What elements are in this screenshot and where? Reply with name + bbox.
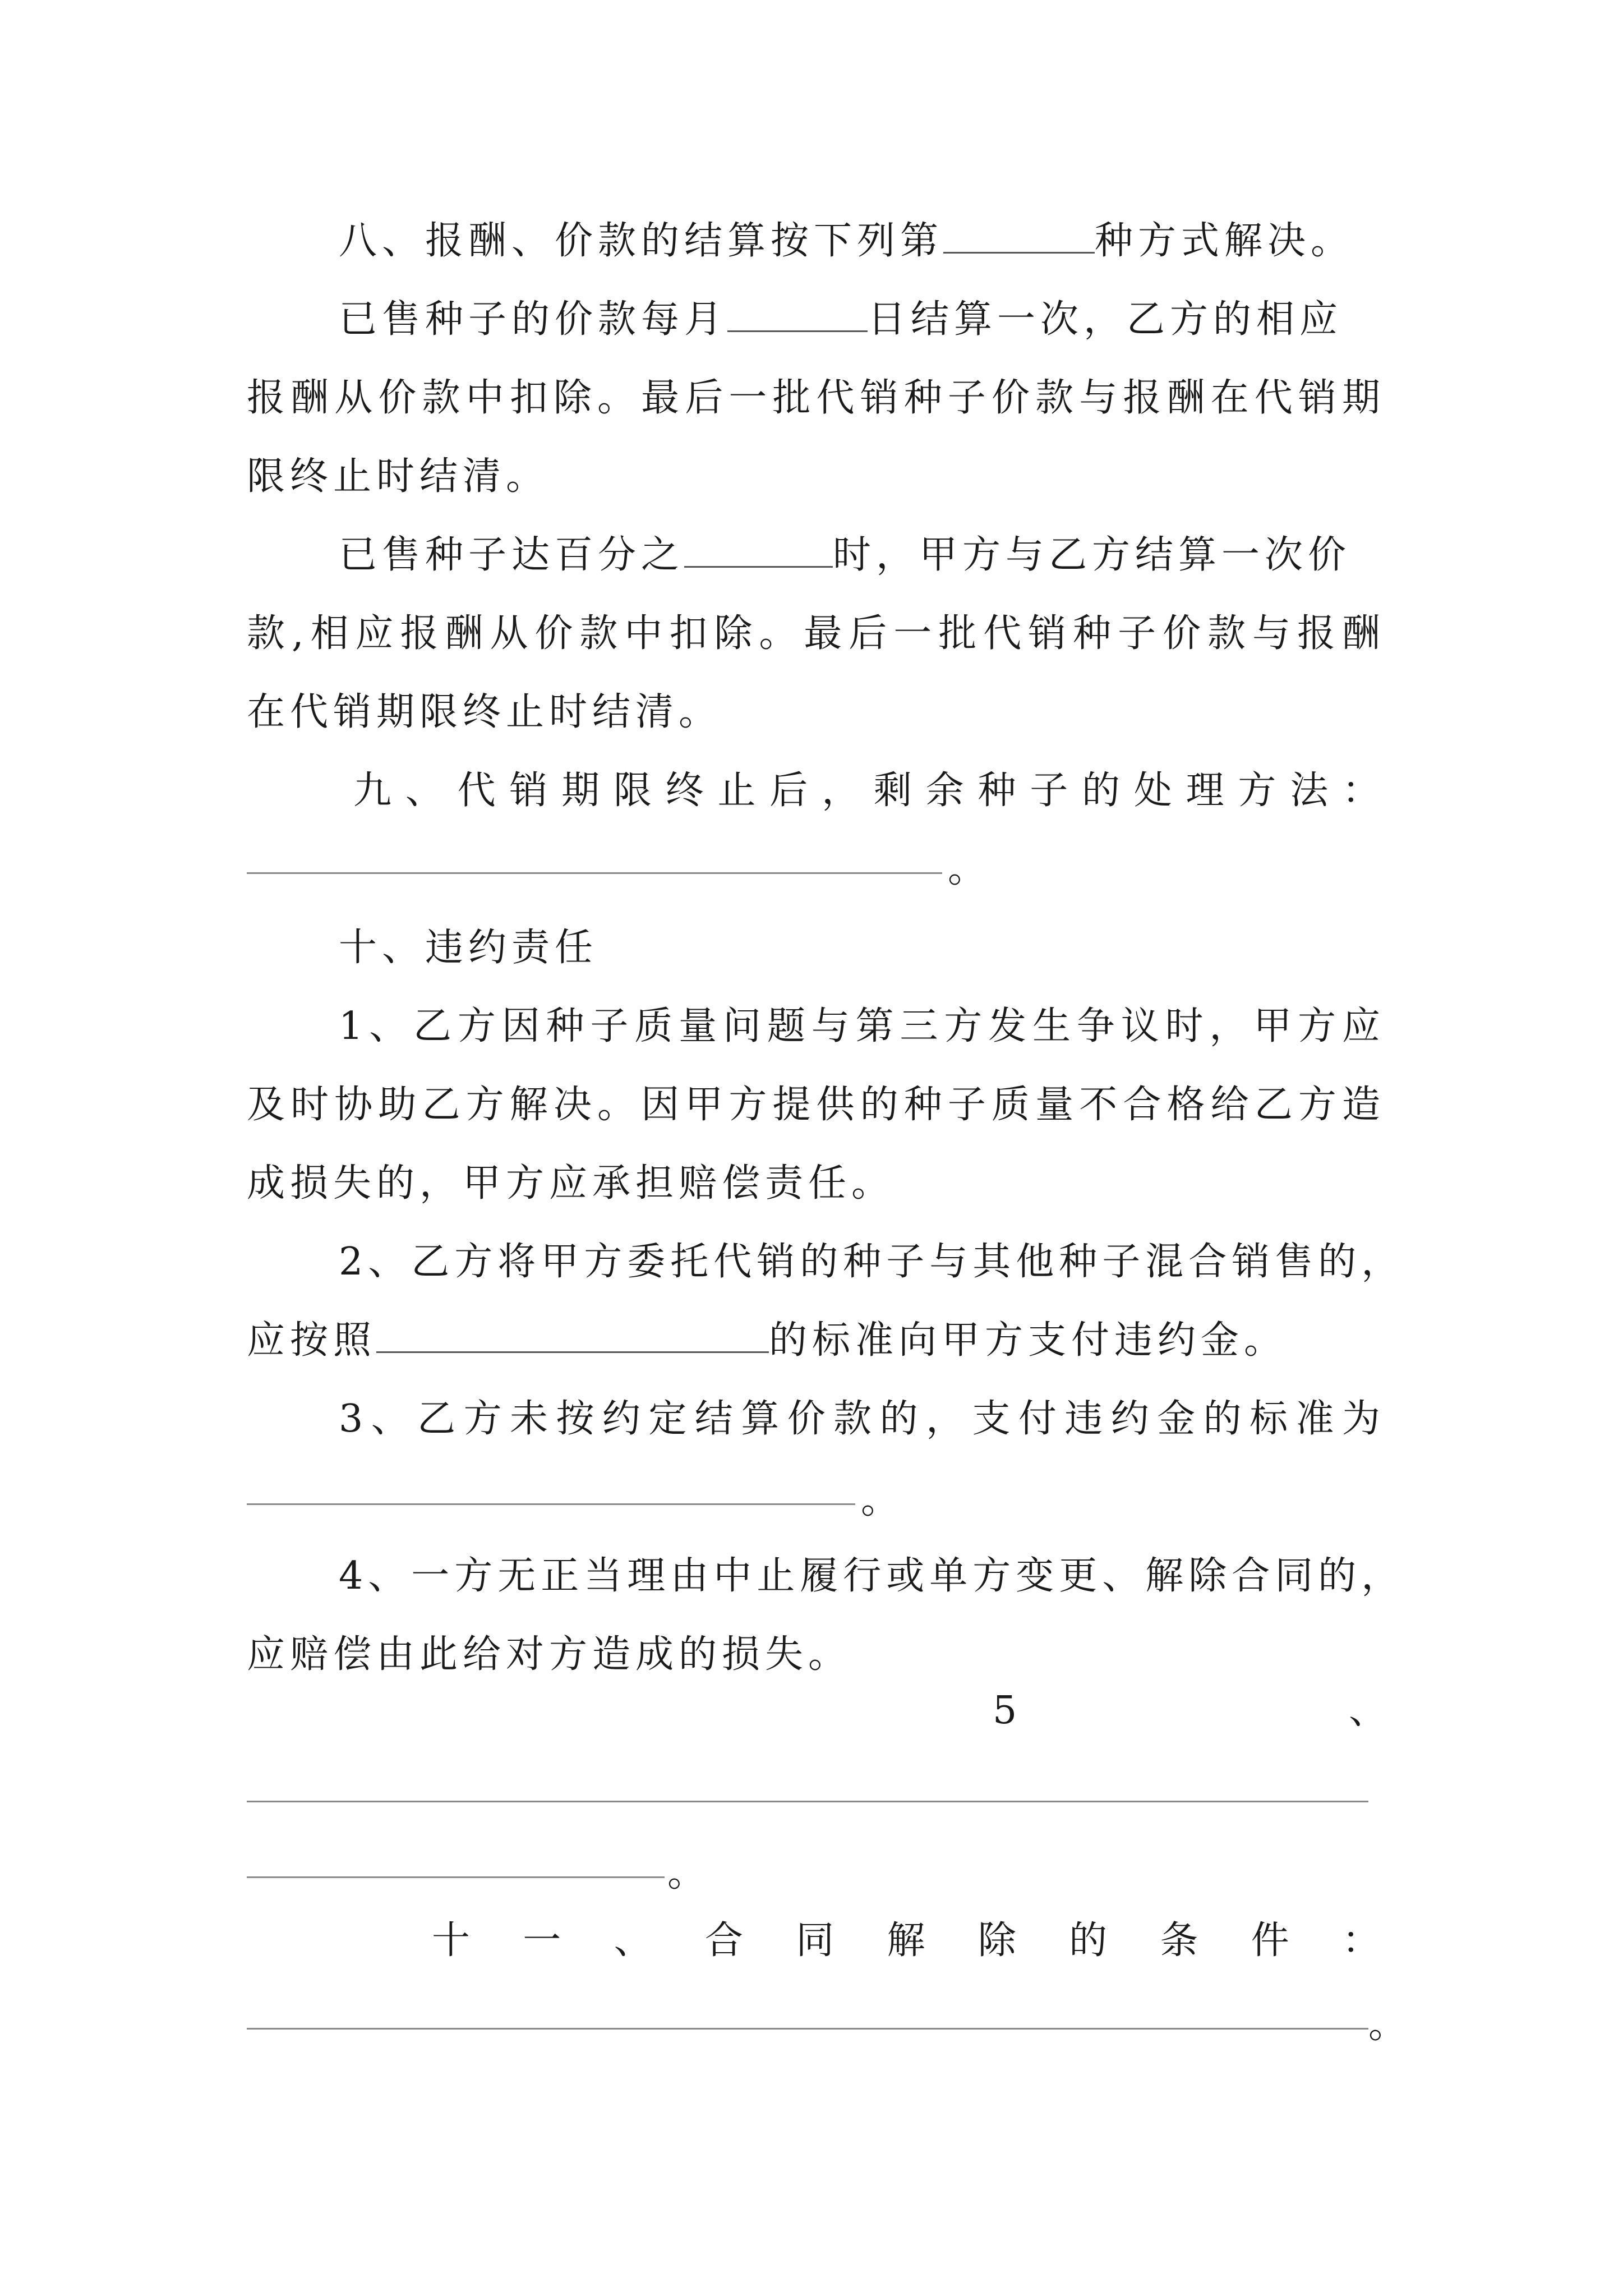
item-2-text-b: 的标准向甲方支付违约金。	[769, 1318, 1288, 1363]
section-8-heading-text: 八、报酬、价款的结算按下列第	[339, 219, 944, 263]
option-2-line-3: 在代销期限终止时结清。	[247, 690, 722, 734]
item-4-line-1: 4、一方无正当理由中止履行或单方变更、解除合同的，	[339, 1554, 1405, 1598]
section-9-heading: 九、代销期限终止后，剩余种子的处理方法：	[353, 769, 1385, 813]
item-5-separator: 、	[1349, 1688, 1387, 1733]
item-2-text-a: 应按照	[247, 1318, 377, 1363]
section-11-end: 。	[1368, 2003, 1407, 2047]
item-5-end: 。	[667, 1851, 706, 1895]
blank-termination-conditions[interactable]	[247, 2028, 1368, 2030]
blank-method-number[interactable]	[943, 217, 1095, 254]
blank-item-5-line-1[interactable]	[247, 1801, 1368, 1802]
section-8-heading	[339, 213, 1385, 269]
option-1-line-2: 报酬从价款中扣除。最后一批代销种子价款与报酬在代销期	[247, 376, 1385, 420]
section-10-heading: 十、违约责任	[339, 926, 598, 970]
section-8-heading-tail: 种方式解决。	[1095, 219, 1354, 263]
option-2-text-a: 已售种子达百分之	[339, 533, 685, 577]
item-3-line-1: 3、乙方未按约定结算价款的，支付违约金的标准为	[339, 1397, 1385, 1441]
item-2-line-1: 2、乙方将甲方委托代销的种子与其他种子混合销售的，	[339, 1240, 1405, 1284]
option-2-line-2: 款,相应报酬从价款中扣除。最后一批代销种子价款与报酬	[247, 611, 1385, 656]
item-1-line-1: 1、乙方因种子质量问题与第三方发生争议时，甲方应	[339, 1004, 1385, 1048]
option-2-line-1	[339, 527, 1385, 583]
blank-item-5-line-2[interactable]	[247, 1876, 665, 1878]
item-2-line-2	[247, 1313, 1385, 1369]
section-11-heading: 十一、合同解除的条件：	[432, 1918, 1385, 1963]
option-1-line-3: 限终止时结清。	[247, 454, 550, 499]
item-1-line-2: 及时协助乙方解决。因甲方提供的种子质量不合格给乙方造	[247, 1083, 1385, 1127]
item-5-number: 5	[993, 1688, 1017, 1733]
item-1-line-3: 成损失的，甲方应承担赔偿责任。	[247, 1161, 895, 1205]
section-9-end: 。	[948, 847, 986, 891]
blank-remaining-seeds[interactable]	[247, 872, 942, 874]
blank-percent[interactable]	[684, 531, 833, 568]
option-1-line-1	[339, 292, 1385, 348]
item-4-line-2: 应赔偿由此给对方造成的损失。	[247, 1632, 852, 1677]
blank-penalty-standard[interactable]	[376, 1317, 769, 1353]
option-1-text-a: 已售种子的价款每月	[339, 297, 728, 342]
blank-monthly-day[interactable]	[727, 296, 868, 332]
item-3-end: 。	[861, 1478, 900, 1522]
option-1-text-b: 日结算一次，乙方的相应	[868, 297, 1343, 342]
blank-settlement-penalty[interactable]	[247, 1503, 855, 1505]
option-2-text-b: 时，甲方与乙方结算一次价	[833, 533, 1352, 577]
